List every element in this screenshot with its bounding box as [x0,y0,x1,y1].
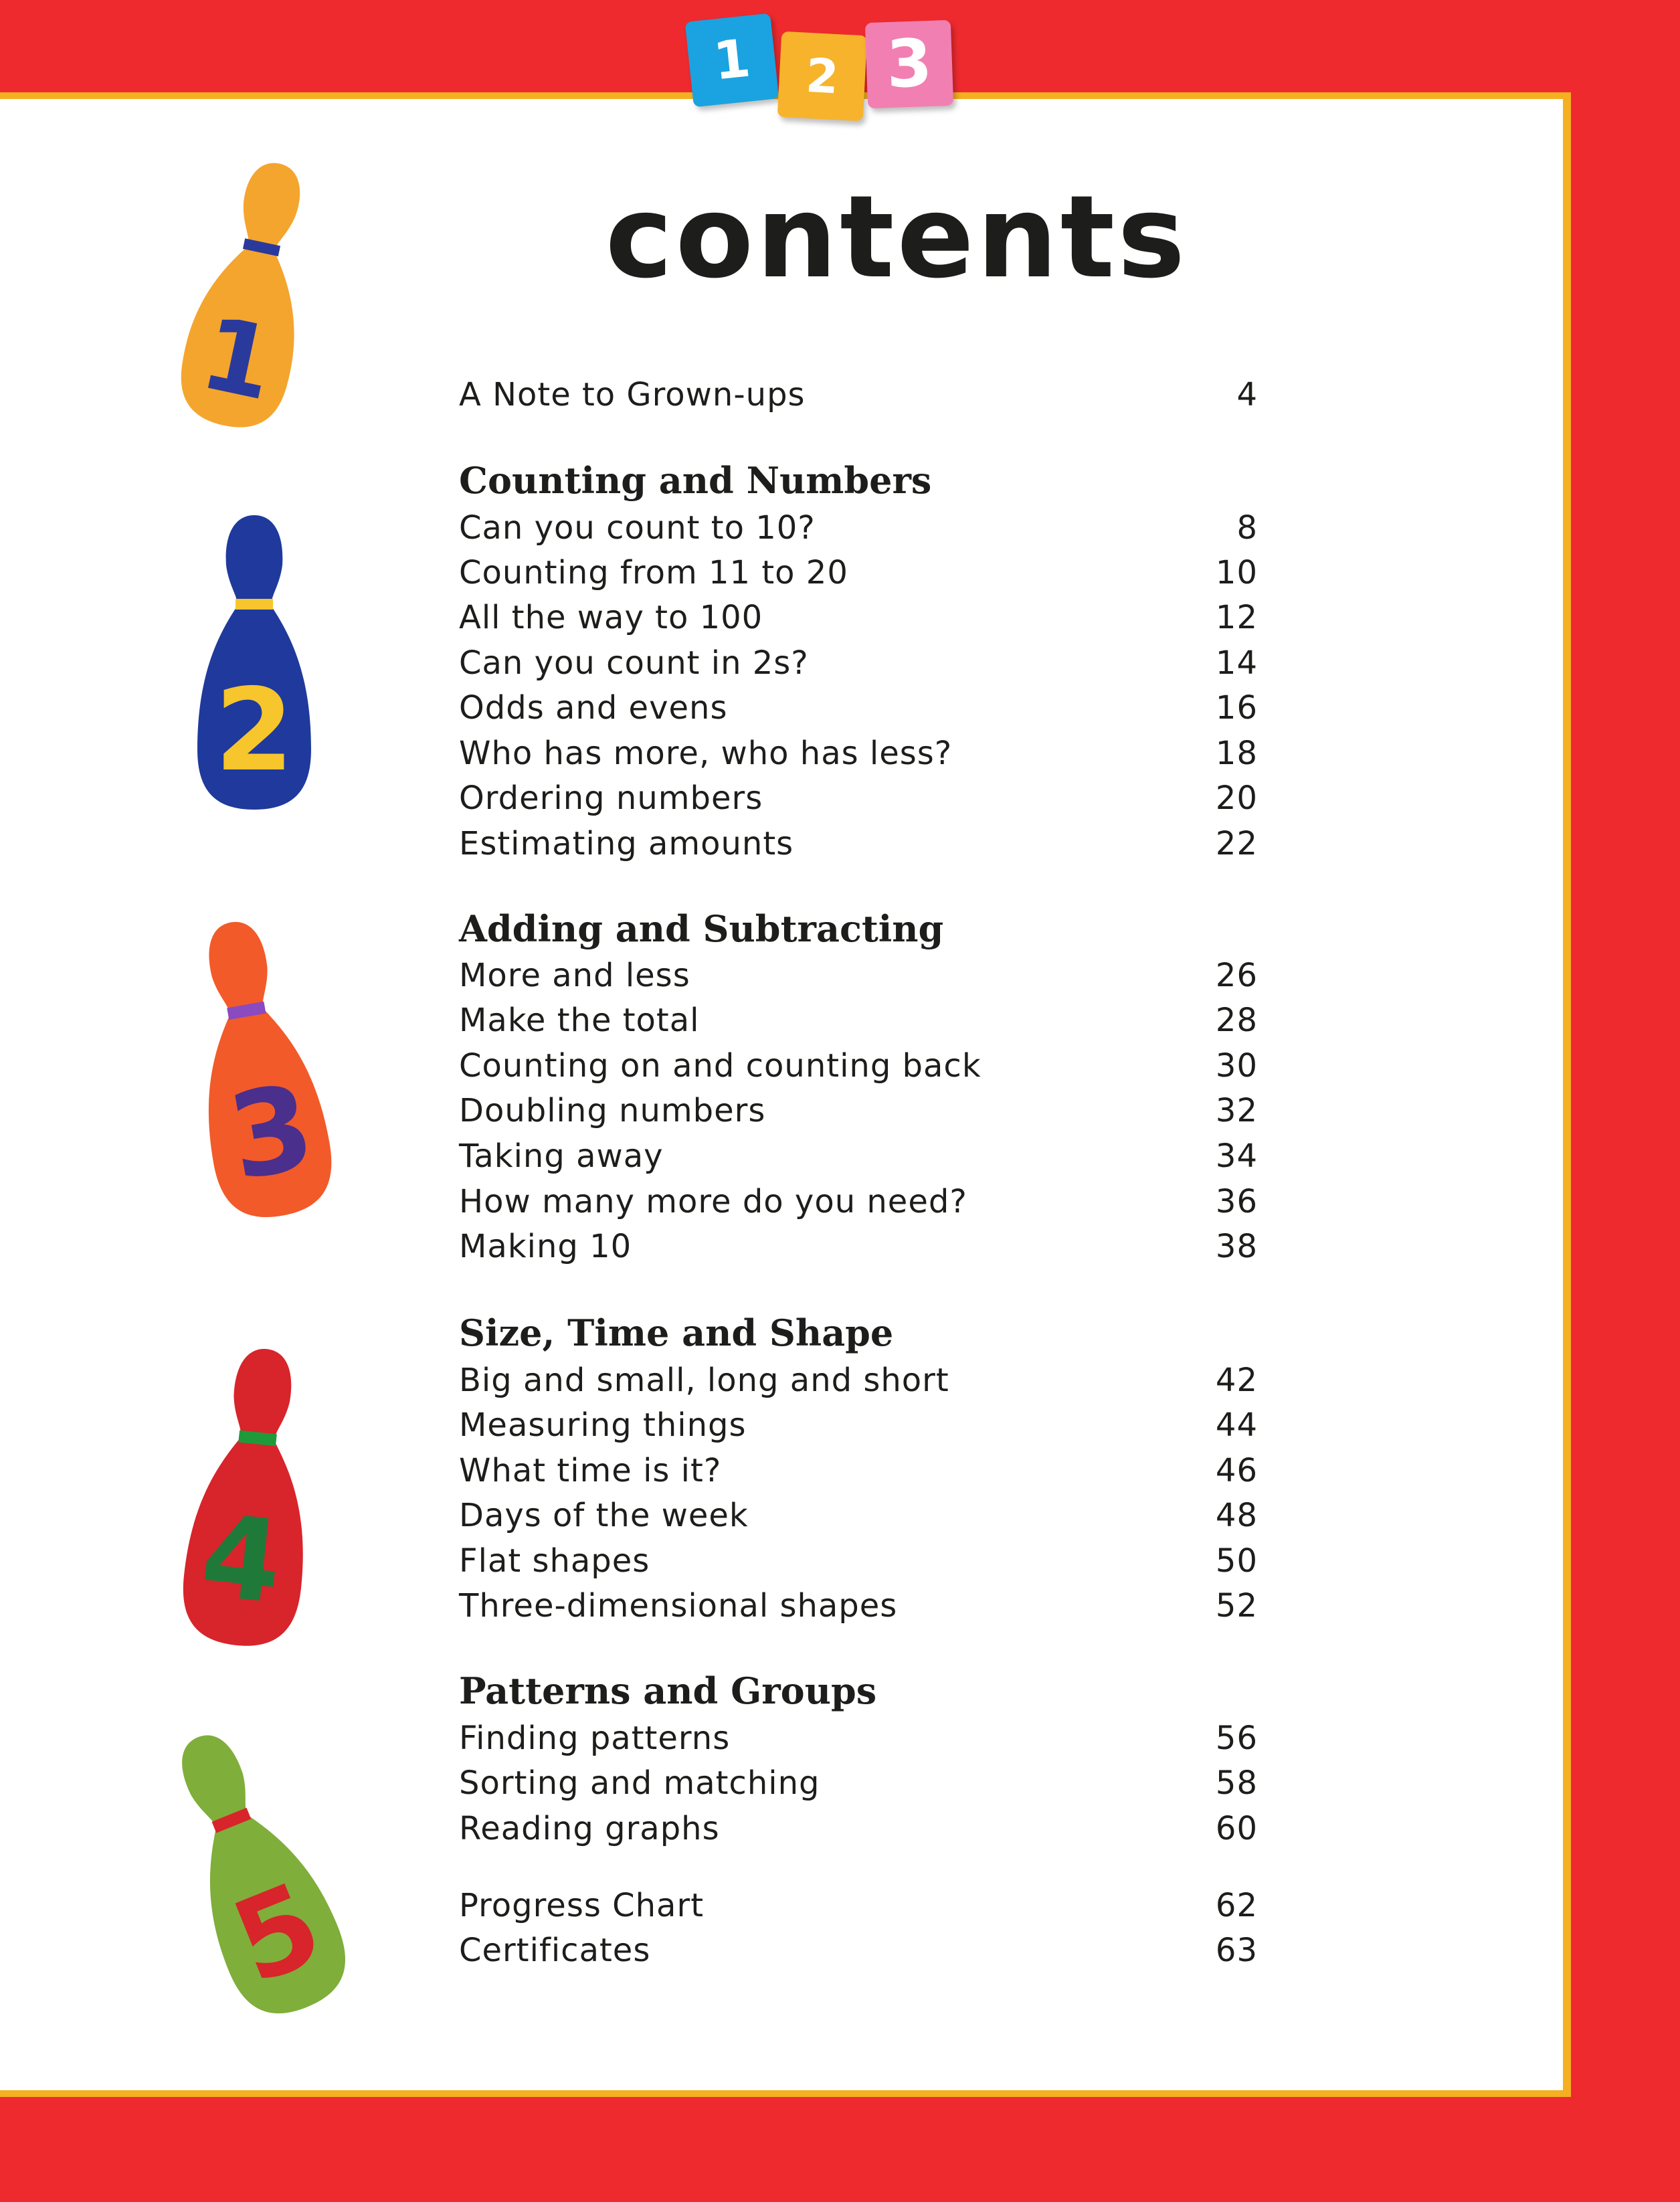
toc-item[interactable] [459,953,1258,998]
toc-item-label: Making 10 [459,1228,632,1265]
toc-item[interactable] [459,1180,1258,1224]
toc-item[interactable] [459,776,1258,820]
toc-item[interactable] [459,1584,1258,1628]
block-1: 1 [685,13,779,108]
toc-item-label: Estimating amounts [459,825,794,862]
toc-item-page: 16 [1215,689,1258,727]
pin-digit: 2 [214,664,294,797]
toc-item[interactable] [459,1403,1258,1447]
toc-item[interactable] [459,641,1258,685]
toc-item-label: All the way to 100 [459,599,763,636]
toc-item-label: Sorting and matching [459,1764,820,1802]
toc-item-label: Reading graphs [459,1810,720,1847]
toc-item-page: 18 [1215,735,1258,772]
section-heading: Adding and Subtracting [459,907,944,950]
bowling-pin-1 [171,154,331,442]
toc-item[interactable] [459,1134,1258,1178]
toc-item[interactable] [459,731,1258,775]
toc-item-label: Days of the week [459,1497,749,1534]
toc-item[interactable] [459,1539,1258,1583]
toc-item-intro[interactable] [459,373,1258,417]
toc-item[interactable] [459,1224,1258,1269]
toc-item-page: 58 [1215,1764,1258,1802]
toc-item[interactable] [459,1044,1258,1088]
pin-band [236,599,273,610]
toc-item-page: 62 [1215,1887,1258,1924]
pin-digit: 4 [195,1489,288,1630]
toc-item-label: A Note to Grown-ups [459,376,806,414]
toc-item-page: 34 [1215,1137,1258,1175]
toc-item-label: Flat shapes [459,1542,650,1580]
toc-item-page: 36 [1215,1183,1258,1220]
section-heading: Size, Time and Shape [459,1311,894,1354]
toc-item[interactable] [459,506,1258,550]
toc-item-page: 4 [1236,376,1258,414]
toc-item[interactable] [459,595,1258,640]
toc-item[interactable] [459,1884,1258,1928]
toc-item[interactable] [459,1493,1258,1538]
toc-item-label: Who has more, who has less? [459,735,953,772]
pin-digit: 3 [219,1059,324,1207]
toc-item[interactable] [459,822,1258,866]
toc-item-page: 42 [1215,1362,1258,1399]
bowling-pin-5 [154,1720,355,2034]
bowling-pin-3 [171,913,345,1234]
toc-item-page: 26 [1215,957,1258,994]
toc-item-label: What time is it? [459,1452,722,1489]
toc-item-page: 56 [1215,1720,1258,1757]
toc-item-label: Measuring things [459,1406,747,1444]
pin-digit: 5 [215,1857,339,2011]
toc-item-label: Can you count in 2s? [459,644,809,682]
toc-item-page: 60 [1215,1810,1258,1847]
toc-item[interactable] [459,1716,1258,1760]
toc-item-page: 30 [1215,1047,1258,1085]
toc-item-label: Finding patterns [459,1720,731,1757]
toc-item[interactable] [459,686,1258,730]
toc-item-page: 52 [1215,1587,1258,1625]
toc-item[interactable] [459,1761,1258,1805]
toc-item-label: Progress Chart [459,1887,705,1924]
toc-item-page: 12 [1215,599,1258,636]
toc-item-label: Counting on and counting back [459,1047,982,1085]
page-title: contents [605,171,1188,304]
toc-item[interactable] [459,551,1258,595]
toc-item[interactable] [459,1358,1258,1402]
section-heading: Patterns and Groups [459,1669,877,1712]
toc-item-label: Doubling numbers [459,1092,766,1129]
toc-item-page: 10 [1215,554,1258,591]
toc-item-page: 14 [1215,644,1258,682]
toc-item-page: 32 [1215,1092,1258,1129]
toc-item-page: 38 [1215,1228,1258,1265]
toc-item-page: 48 [1215,1497,1258,1534]
toc-item-label: Certificates [459,1932,651,1969]
toc-item-page: 22 [1215,825,1258,862]
toc-item-label: More and less [459,957,690,994]
bowling-pin-2 [174,509,335,823]
toc-item-label: Can you count to 10? [459,509,816,547]
block-3: 3 [865,20,953,108]
toc-item-page: 44 [1215,1406,1258,1444]
toc-item-label: How many more do you need? [459,1183,967,1220]
toc-item[interactable] [459,1089,1258,1133]
toc-item-label: Big and small, long and short [459,1362,949,1399]
toc-item[interactable] [459,1928,1258,1972]
toc-item[interactable] [459,1807,1258,1851]
toc-item-page: 50 [1215,1542,1258,1580]
section-heading: Counting and Numbers [459,459,932,502]
toc-item-page: 28 [1215,1002,1258,1039]
toc-item-page: 20 [1215,779,1258,817]
toc-item-label: Three-dimensional shapes [459,1587,898,1625]
number-blocks [689,12,977,129]
toc-item-label: Odds and evens [459,689,728,727]
toc-item-label: Ordering numbers [459,779,763,817]
bowling-pin-4 [164,1342,338,1663]
pin-digit: 1 [191,294,284,424]
toc-item[interactable] [459,1449,1258,1493]
toc-item-label: Taking away [459,1137,664,1175]
toc-item-label: Counting from 11 to 20 [459,554,848,591]
toc-item-page: 46 [1215,1452,1258,1489]
toc-item[interactable] [459,998,1258,1042]
toc-item-page: 63 [1215,1932,1258,1969]
toc-item-page: 8 [1236,509,1258,547]
toc-item-label: Make the total [459,1002,700,1039]
block-2: 2 [777,31,868,122]
